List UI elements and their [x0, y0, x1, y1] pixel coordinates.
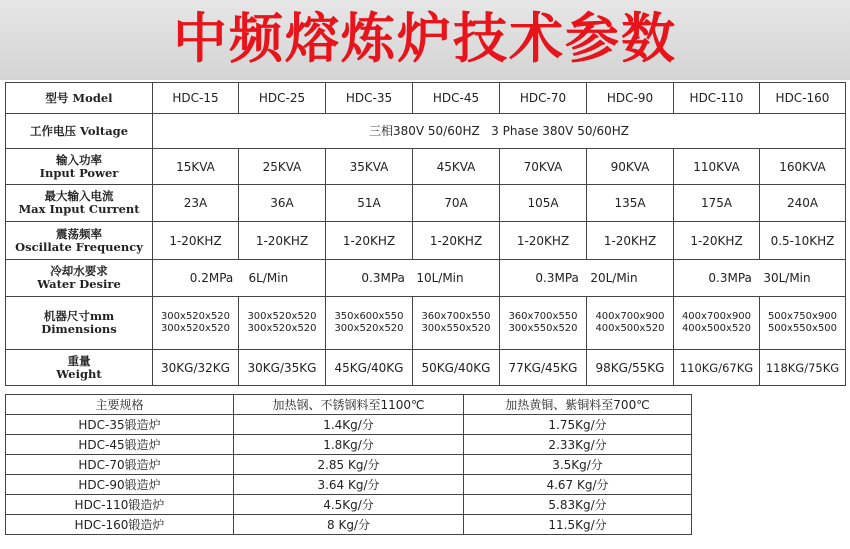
freq-cell: 1-20KHZ [413, 222, 500, 260]
dimension-cell: 360x700x550 300x550x520 [500, 297, 587, 350]
freq-cell: 1-20KHZ [153, 222, 239, 260]
weight-cell: 77KG/45KG [500, 350, 587, 386]
forging-header: 加热黄铜、紫铜料至700℃ [464, 395, 692, 415]
forging-steel-rate: 1.8Kg/分 [234, 435, 464, 455]
water-cell: 0.3MPa 20L/Min [500, 260, 674, 297]
power-cell: 160KVA [760, 149, 846, 185]
current-cell: 135A [587, 185, 674, 222]
current-cell: 36A [239, 185, 326, 222]
model-cell: HDC-25 [239, 83, 326, 114]
spec-table [5, 82, 846, 386]
forging-row [6, 415, 692, 435]
current-cell: 51A [326, 185, 413, 222]
power-cell: 110KVA [674, 149, 760, 185]
dimension-cell: 400x700x900 400x500x520 [587, 297, 674, 350]
dimension-cell: 300x520x520 300x520x520 [153, 297, 239, 350]
model-cell: HDC-110 [674, 83, 760, 114]
dimension-cell: 360x700x550 300x550x520 [413, 297, 500, 350]
forging-model: HDC-70锻造炉 [6, 455, 234, 475]
weight-cell: 110KG/67KG [674, 350, 760, 386]
current-cell: 70A [413, 185, 500, 222]
weight-cell: 45KG/40KG [326, 350, 413, 386]
freq-cell: 1-20KHZ [674, 222, 760, 260]
forging-copper-rate: 5.83Kg/分 [464, 495, 692, 515]
dimension-cell: 350x600x550 300x520x520 [326, 297, 413, 350]
forging-model: HDC-90锻造炉 [6, 475, 234, 495]
forging-header-row [6, 395, 692, 415]
model-label: 型号 Model [6, 83, 153, 114]
current-cell: 23A [153, 185, 239, 222]
water-label: 冷却水要求 Water Desire [6, 260, 153, 297]
forging-row [6, 475, 692, 495]
current-cell: 175A [674, 185, 760, 222]
forging-model: HDC-35锻造炉 [6, 415, 234, 435]
power-cell: 45KVA [413, 149, 500, 185]
voltage-label: 工作电压 Voltage [6, 114, 153, 149]
dimension-cell: 300x520x520 300x520x520 [239, 297, 326, 350]
power-cell: 25KVA [239, 149, 326, 185]
freq-cell: 1-20KHZ [239, 222, 326, 260]
water-cell: 0.3MPa 30L/Min [674, 260, 846, 297]
power-cell: 70KVA [500, 149, 587, 185]
dimension-cell: 500x750x900 500x550x500 [760, 297, 846, 350]
forging-row [6, 455, 692, 475]
forging-row [6, 435, 692, 455]
voltage-value: 三相380V 50/60HZ 3 Phase 380V 50/60HZ [153, 114, 846, 149]
current-cell: 105A [500, 185, 587, 222]
freq-row [6, 222, 846, 260]
forging-steel-rate: 4.5Kg/分 [234, 495, 464, 515]
water-cell: 0.3MPa 10L/Min [326, 260, 500, 297]
freq-cell: 1-20KHZ [587, 222, 674, 260]
forging-steel-rate: 2.85 Kg/分 [234, 455, 464, 475]
power-cell: 90KVA [587, 149, 674, 185]
model-cell: HDC-15 [153, 83, 239, 114]
weight-cell: 30KG/32KG [153, 350, 239, 386]
forging-copper-rate: 11.5Kg/分 [464, 515, 692, 535]
model-cell: HDC-90 [587, 83, 674, 114]
forging-model: HDC-160锻造炉 [6, 515, 234, 535]
model-cell: HDC-45 [413, 83, 500, 114]
voltage-row [6, 114, 846, 149]
forging-header: 主要规格 [6, 395, 234, 415]
forging-steel-rate: 8 Kg/分 [234, 515, 464, 535]
dimension-cell: 400x700x900 400x500x520 [674, 297, 760, 350]
current-cell: 240A [760, 185, 846, 222]
water-row [6, 260, 846, 297]
weight-cell: 30KG/35KG [239, 350, 326, 386]
forging-copper-rate: 4.67 Kg/分 [464, 475, 692, 495]
model-cell: HDC-70 [500, 83, 587, 114]
weight-cell: 98KG/55KG [587, 350, 674, 386]
current-row [6, 185, 846, 222]
forging-row [6, 495, 692, 515]
forging-copper-rate: 2.33Kg/分 [464, 435, 692, 455]
weight-label: 重量 Weight [6, 350, 153, 386]
forging-table [5, 394, 692, 535]
model-row [6, 83, 846, 114]
weight-cell: 50KG/40KG [413, 350, 500, 386]
forging-row [6, 515, 692, 535]
power-cell: 35KVA [326, 149, 413, 185]
dimension-label: 机器尺寸mm Dimensions [6, 297, 153, 350]
power-label: 输入功率 Input Power [6, 149, 153, 185]
freq-cell: 1-20KHZ [500, 222, 587, 260]
power-row [6, 149, 846, 185]
freq-cell: 0.5-10KHZ [760, 222, 846, 260]
model-cell: HDC-160 [760, 83, 846, 114]
forging-model: HDC-110锻造炉 [6, 495, 234, 515]
page-title: 中频熔炼炉技术参数 [173, 7, 677, 70]
forging-header: 加热钢、不锈钢料至1100℃ [234, 395, 464, 415]
current-label: 最大输入电流 Max Input Current [6, 185, 153, 222]
freq-cell: 1-20KHZ [326, 222, 413, 260]
forging-steel-rate: 1.4Kg/分 [234, 415, 464, 435]
forging-copper-rate: 3.5Kg/分 [464, 455, 692, 475]
forging-steel-rate: 3.64 Kg/分 [234, 475, 464, 495]
power-cell: 15KVA [153, 149, 239, 185]
forging-model: HDC-45锻造炉 [6, 435, 234, 455]
water-cell: 0.2MPa 6L/Min [153, 260, 326, 297]
weight-cell: 118KG/75KG [760, 350, 846, 386]
forging-copper-rate: 1.75Kg/分 [464, 415, 692, 435]
weight-row [6, 350, 846, 386]
dimension-row [6, 297, 846, 350]
model-cell: HDC-35 [326, 83, 413, 114]
freq-label: 震荡频率 Oscillate Frequency [6, 222, 153, 260]
